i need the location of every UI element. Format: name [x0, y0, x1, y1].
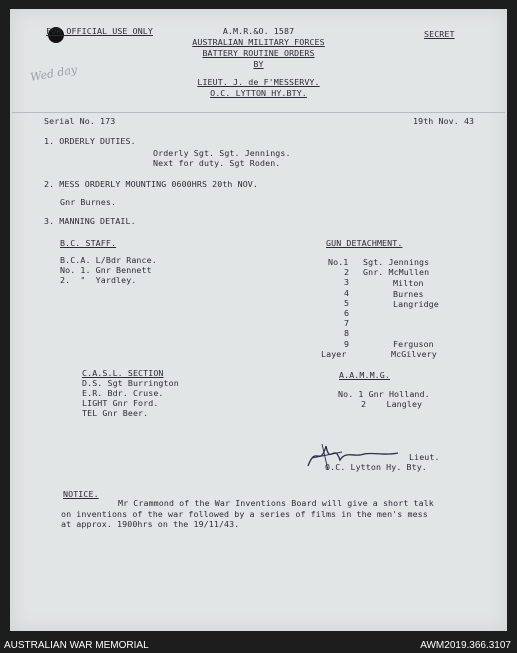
- gun-no: 2: [344, 267, 350, 277]
- footer-accession-number: AWM2019.366.3107: [420, 640, 511, 651]
- gun-name: Langridge: [393, 299, 439, 309]
- aamg-line1: No. 1 Gnr Holland.: [338, 389, 430, 399]
- gun-name: Burnes: [393, 289, 424, 299]
- casl-heading: C.A.S.L. SECTION: [82, 368, 164, 378]
- aamg-heading: A.A.M.M.G.: [339, 370, 390, 380]
- item-2-title: 2. MESS ORDERLY MOUNTING 0600HRS 20th NOV.: [44, 179, 258, 189]
- header-by: BY: [253, 59, 264, 69]
- item-3-title: 3. MANNING DETAIL.: [44, 216, 136, 226]
- gun-no: No.1: [328, 257, 349, 267]
- item-2-line1: Gnr Burnes.: [60, 197, 117, 207]
- gun-name: McGilvery: [391, 349, 437, 359]
- serial-number: Serial No. 173: [44, 116, 116, 126]
- gun-no: 8: [344, 328, 350, 338]
- item-1-title: 1. ORDERLY DUTIES.: [44, 136, 136, 146]
- gun-name: Ferguson: [393, 339, 434, 349]
- fold-line: [12, 112, 505, 113]
- casl-line3: LIGHT Gnr Ford.: [82, 398, 159, 408]
- bc-staff-heading: B.C. STAFF.: [60, 238, 117, 248]
- gun-no: 9: [344, 339, 350, 349]
- header-officer: LIEUT. J. de F'MESSERVY.: [197, 77, 320, 87]
- signature-unit: O.C. Lytton Hy. Bty.: [325, 462, 427, 472]
- notice-heading: NOTICE.: [63, 489, 99, 499]
- casl-line2: E.R. Bdr. Cruse.: [82, 388, 164, 398]
- gun-no: 6: [344, 308, 350, 318]
- notice-line3: at approx. 1900hrs on the 19/11/43.: [61, 519, 240, 529]
- notice-line2: on inventions of the war followed by a series of films in the men's mess: [61, 509, 428, 519]
- bc-staff-line1: B.C.A. L/Bdr Rance.: [60, 255, 157, 265]
- gun-name: Sgt. Jennings: [363, 257, 430, 267]
- signature-rank: Lieut.: [409, 452, 440, 462]
- archive-footer: [0, 637, 517, 653]
- bc-staff-line2: No. 1. Gnr Bennett: [60, 265, 152, 275]
- notice-line1: Mr Crammond of the War Inventions Board will give a short talk: [118, 498, 434, 508]
- classification-left: FOR OFFICIAL USE ONLY: [46, 26, 153, 36]
- gun-detachment-heading: GUN DETACHMENT.: [326, 238, 403, 248]
- header-unit: O.C. LYTTON HY.BTY.: [210, 88, 307, 98]
- aamg-line2: 2 Langley: [361, 399, 423, 409]
- casl-line1: D.S. Sgt Burrington: [82, 378, 179, 388]
- header-organisation: AUSTRALIAN MILITARY FORCES: [192, 37, 325, 47]
- gun-name: Gnr. McMullen: [363, 267, 430, 277]
- gun-no: Layer: [321, 349, 347, 359]
- order-reference: A.M.R.&O. 1587: [222, 26, 295, 36]
- footer-institution: AUSTRALIAN WAR MEMORIAL: [4, 640, 149, 651]
- classification-right: SECRET: [424, 29, 455, 39]
- gun-name: Milton: [393, 278, 424, 288]
- gun-no: 4: [344, 288, 350, 298]
- casl-line4: TEL Gnr Beer.: [82, 408, 149, 418]
- order-date: 19th Nov. 43: [413, 116, 475, 126]
- pencil-annotation: Wed day: [29, 62, 79, 85]
- bc-staff-line3: 2. " Yardley.: [60, 275, 137, 285]
- header-title: BATTERY ROUTINE ORDERS: [202, 48, 315, 58]
- item-1-line2: Next for duty. Sgt Roden.: [153, 158, 281, 168]
- gun-no: 7: [344, 318, 350, 328]
- document-page: [10, 9, 507, 631]
- gun-no: 3: [344, 277, 350, 287]
- gun-no: 5: [344, 298, 350, 308]
- item-1-line1: Orderly Sgt. Sgt. Jennings.: [153, 148, 291, 158]
